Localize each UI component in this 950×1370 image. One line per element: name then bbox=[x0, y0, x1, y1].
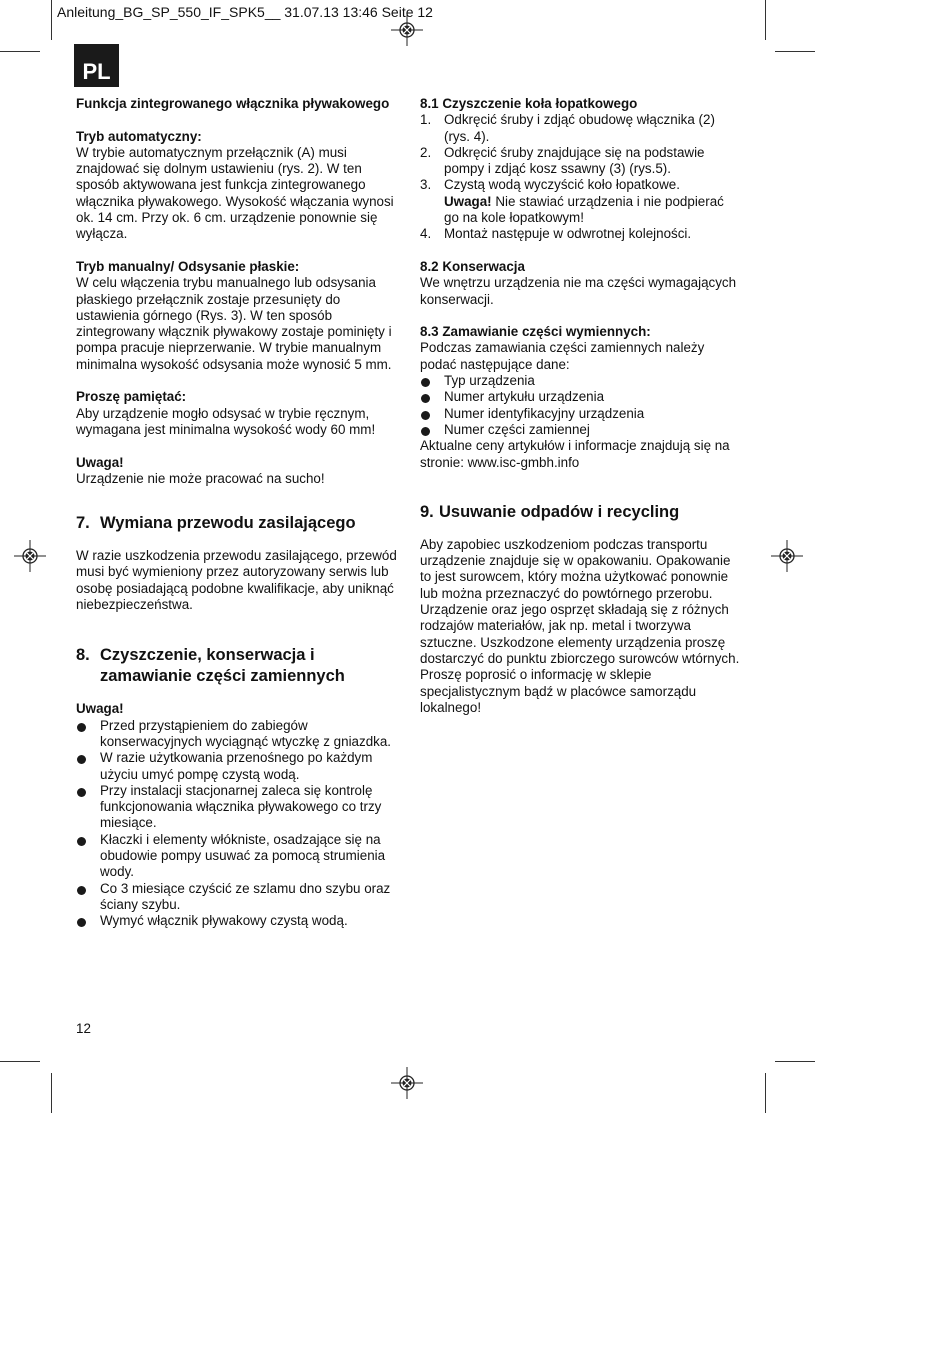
text-line: pompa pracuje nieprzerwanie. W trybie manualnym bbox=[76, 340, 382, 356]
text-line: Numer części zamiennej bbox=[444, 421, 590, 437]
text-line: zintegrowany włącznik pływakowy zostaje pominięty i bbox=[76, 324, 392, 340]
text-line: rodzajów materiałów, jak np. metal i tworzywa bbox=[420, 618, 691, 634]
text-line: znajdować się dolnym ustawieniu (rys. 2). W ten bbox=[76, 161, 362, 177]
crop-mark bbox=[775, 51, 815, 52]
text-line: Typ urządzenia bbox=[444, 373, 535, 389]
subsection-heading: 8.3 Zamawianie części wymiennych: bbox=[420, 324, 651, 340]
text-line: Kłaczki i elementy włókniste, osadzające się na bbox=[100, 831, 381, 847]
bullet-icon bbox=[77, 723, 86, 732]
section-number: 9. bbox=[420, 502, 434, 521]
text-line: musi być wymieniony przez autoryzowany serwis lub bbox=[76, 564, 389, 580]
crop-mark bbox=[0, 1061, 40, 1062]
text-line: stronie: www.isc-gmbh.info bbox=[420, 454, 580, 470]
warning-label: Uwaga! bbox=[444, 193, 492, 209]
list-item bbox=[420, 389, 755, 405]
list-item bbox=[420, 373, 755, 389]
text-line: Podczas zamawiania części zamiennych należy bbox=[420, 340, 705, 356]
section-title: Czyszczenie, konserwacja i bbox=[100, 646, 315, 665]
text-line: specjalistycznym bądź w placówce samorządu bbox=[420, 683, 697, 699]
paragraph bbox=[76, 548, 406, 613]
text-line: Numer artykułu urządzenia bbox=[444, 389, 605, 405]
bullet-icon bbox=[421, 394, 430, 403]
maintenance-list bbox=[76, 718, 406, 930]
text-line: ok. 14 cm. Przy ok. 6 cm. urządzenie ponownie się bbox=[76, 210, 378, 226]
text-line: Urządzenie oraz jego osprzęt składają się z różnych bbox=[420, 602, 729, 618]
text-line: użyciu umyć pompę czystą wodą. bbox=[100, 766, 300, 782]
text-line: We wnętrzu urządzenia nie ma części wymagających bbox=[420, 275, 737, 291]
left-column bbox=[76, 96, 406, 929]
text-line: włącznika pływakowego. Wysokość włączania wynosi bbox=[76, 193, 394, 209]
page-number: 12 bbox=[76, 1021, 91, 1036]
list-item bbox=[76, 718, 406, 751]
subheading: Proszę pamiętać: bbox=[76, 389, 187, 405]
text-line: funkcjonowania włącznika pływakowego co trzy bbox=[100, 799, 382, 815]
text-line: konserwacji. bbox=[420, 291, 494, 307]
list-item bbox=[76, 750, 406, 783]
text-line: dostarczyć do punktu zbiorczego surowców wtórnych. bbox=[420, 650, 740, 666]
section-number: 8. bbox=[76, 646, 90, 665]
list-item bbox=[420, 406, 755, 422]
section-heading: Funkcja zintegrowanego włącznika pływakowego bbox=[76, 96, 390, 111]
subsection-heading: 8.1 Czyszczenie koła łopatkowego bbox=[420, 96, 638, 111]
crop-mark bbox=[0, 51, 40, 52]
bullet-icon bbox=[77, 788, 86, 797]
bullet-icon bbox=[421, 378, 430, 387]
text-line: osobę posiadającą podobne kwalifikacje, aby uniknąć bbox=[76, 580, 394, 596]
list-item bbox=[420, 112, 755, 145]
text-line: Czystą wodą wyczyścić koło łopatkowe. bbox=[444, 177, 680, 193]
list-item bbox=[76, 832, 406, 881]
right-column bbox=[420, 96, 755, 716]
bullet-icon bbox=[421, 411, 430, 420]
list-item bbox=[420, 422, 755, 438]
print-slug: Anleitung_BG_SP_550_IF_SPK5__ 31.07.13 13:46 Seite 12 bbox=[57, 4, 433, 20]
text-line: lub można przeznaczyć do powtórnego przerobu. bbox=[420, 585, 713, 601]
list-item bbox=[420, 226, 755, 242]
text-line: sposób aktywowana jest funkcja zintegrowanego bbox=[76, 177, 366, 193]
step-number: 2. bbox=[420, 144, 432, 160]
crop-mark bbox=[765, 0, 766, 40]
text-line: Przy instalacji stacjonarnej zaleca się kontrolę bbox=[100, 782, 373, 798]
text-line: Aby urządzenie mogło odsysać w trybie ręcznym, bbox=[76, 405, 370, 421]
text-line: Urządzenie nie może pracować na sucho! bbox=[76, 470, 325, 486]
list-item bbox=[420, 145, 755, 178]
registration-mark-icon bbox=[391, 1067, 423, 1099]
section-title: Usuwanie odpadów i recycling bbox=[439, 502, 680, 521]
subheading: Tryb manualny/ Odsysanie płaskie: bbox=[76, 258, 300, 274]
step-number: 3. bbox=[420, 177, 432, 193]
paragraph bbox=[76, 145, 406, 243]
list-item bbox=[76, 783, 406, 832]
text-line: wyłącza. bbox=[76, 226, 128, 242]
text-line: W razie użytkowania przenośnego po każdym bbox=[100, 750, 373, 766]
step-number: 1. bbox=[420, 112, 432, 128]
text-line: Aktualne ceny artykułów i informacje znajdują się na bbox=[420, 438, 730, 454]
subsection-heading: 8.2 Konserwacja bbox=[420, 258, 525, 274]
paragraph bbox=[420, 537, 755, 716]
bullet-icon bbox=[77, 886, 86, 895]
section-7-title bbox=[76, 513, 406, 534]
text-line: W trybie automatycznym przełącznik (A) musi bbox=[76, 144, 347, 160]
text-fragment: Nie stawiać urządzenia i nie podpierać bbox=[491, 193, 724, 209]
text-line: Odkręcić śruby znajdujące się na podstawie bbox=[444, 144, 705, 160]
text-line: minimalna wysokość odsysania może wynosić 5 mm. bbox=[76, 356, 392, 372]
text-line: Montaż następuje w odwrotnej kolejności. bbox=[444, 226, 692, 242]
text-line: lokalnego! bbox=[420, 699, 482, 715]
text-line: miesiące. bbox=[100, 815, 157, 831]
list-item bbox=[420, 177, 755, 226]
list-item bbox=[76, 881, 406, 914]
warning-heading: Uwaga! bbox=[76, 454, 124, 470]
text-line bbox=[444, 194, 755, 210]
section-number: 7. bbox=[76, 514, 90, 533]
text-line: (rys. 4). bbox=[444, 128, 490, 144]
text-line: ściany szybu. bbox=[100, 896, 181, 912]
section-title: Wymiana przewodu zasilającego bbox=[100, 514, 356, 533]
bullet-icon bbox=[421, 427, 430, 436]
registration-mark-icon bbox=[771, 540, 803, 572]
section-9-title bbox=[420, 502, 755, 523]
text-line: Wymyć włącznik pływakowy czystą wodą. bbox=[100, 913, 348, 929]
section-title: zamawianie części zamiennych bbox=[100, 667, 345, 686]
subheading: Tryb automatyczny: bbox=[76, 128, 202, 144]
text-line: płaskiego przełącznik zostaje przesunięty do bbox=[76, 291, 341, 307]
text-line: go na kole łopatkowym! bbox=[444, 210, 584, 226]
bullet-icon bbox=[77, 755, 86, 764]
order-data-list bbox=[420, 373, 755, 438]
text-line: pompy i zdjąć kosz ssawny (3) (rys.5). bbox=[444, 161, 671, 177]
list-item bbox=[76, 913, 406, 929]
crop-mark bbox=[51, 0, 52, 40]
text-line: Proszę poprosić o informację w sklepie bbox=[420, 667, 652, 683]
text-line: niebezpieczeństwa. bbox=[76, 597, 193, 613]
registration-mark-icon bbox=[14, 540, 46, 572]
text-line: urządzenie znajduje się w opakowaniu. Opakowanie bbox=[420, 553, 731, 569]
section-8-title bbox=[76, 645, 406, 687]
text-line: wymagana jest minimalna wysokość wody 60 mm! bbox=[76, 421, 376, 437]
bullet-icon bbox=[77, 918, 86, 927]
text-line: sztuczne. Uszkodzone elementy urządzenia proszę bbox=[420, 634, 726, 650]
paragraph bbox=[76, 275, 406, 373]
text-line: obudowie pompy usuwać za pomocą strumienia bbox=[100, 847, 386, 863]
text-line: wody. bbox=[100, 864, 134, 880]
language-badge: PL bbox=[74, 44, 119, 87]
warning-heading: Uwaga! bbox=[76, 701, 124, 717]
text-line: W celu włączenia trybu manualnego lub odsysania bbox=[76, 275, 376, 291]
text-line: to jest surowcem, który można użytkować ponownie bbox=[420, 569, 729, 585]
text-line: konserwacyjnych wyciągnąć wtyczkę z gniazdka. bbox=[100, 733, 391, 749]
text-line: Co 3 miesiące czyścić ze szlamu dno szybu oraz bbox=[100, 880, 391, 896]
crop-mark bbox=[765, 1073, 766, 1113]
text-line: Numer identyfikacyjny urządzenia bbox=[444, 405, 645, 421]
text-line: ustawienia górnego (Rys. 3). W ten sposób bbox=[76, 307, 333, 323]
crop-mark bbox=[775, 1061, 815, 1062]
crop-mark bbox=[51, 1073, 52, 1113]
text-line: podać następujące dane: bbox=[420, 356, 570, 372]
cleaning-steps bbox=[420, 112, 755, 242]
text-line: Przed przystąpieniem do zabiegów bbox=[100, 717, 308, 733]
bullet-icon bbox=[77, 837, 86, 846]
text-line: W razie uszkodzenia przewodu zasilającego, przewód bbox=[76, 548, 397, 564]
text-line: Aby zapobiec uszkodzeniom podczas transportu bbox=[420, 536, 708, 552]
step-number: 4. bbox=[420, 226, 432, 242]
registration-mark-icon bbox=[391, 14, 423, 46]
text-line: Odkręcić śruby i zdjąć obudowę włącznika (2) bbox=[444, 112, 715, 128]
